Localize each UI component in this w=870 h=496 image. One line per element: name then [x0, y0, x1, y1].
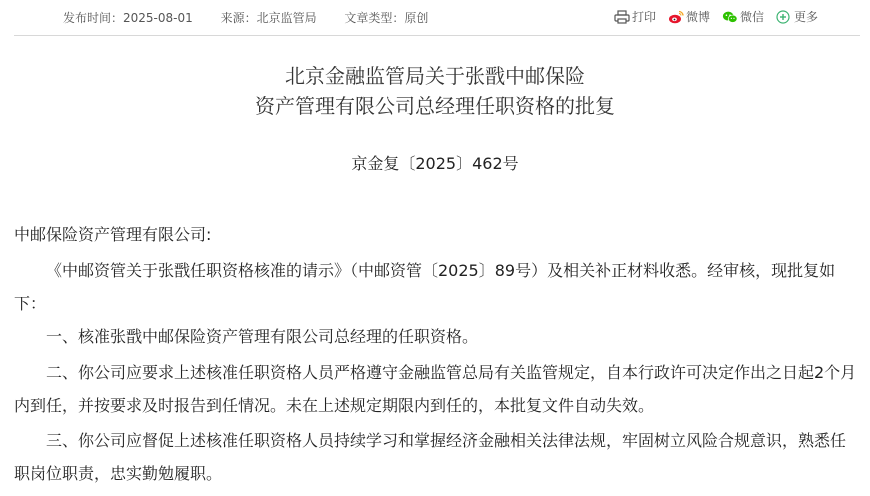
- article-meta-bar: [14, 0, 860, 36]
- print-button[interactable]: [614, 8, 656, 25]
- document-title-line-1: 北京金融监管局关于张戬中邮保险: [285, 64, 585, 88]
- printer-icon: [614, 10, 630, 24]
- weibo-share-button[interactable]: [668, 8, 710, 25]
- recipient: 中邮保险资产管理有限公司:: [14, 225, 212, 244]
- source: 来源：北京监管局: [220, 11, 317, 25]
- paragraph-4: 三、你公司应督促上述核准任职资格人员持续学习和掌握经济金融相关法律法规，牢固树立风险合规意识，熟悉任职岗位职责，忠实勤勉履职。: [14, 431, 847, 483]
- paragraph-3: 二、你公司应要求上述核准任职资格人员严格遵守金融监管总局有关监管规定，自本行政许可决定作出之日起2个月内到任，并按要求及时报告到任情况。未在上述规定期限内到任的，本批复文件自动失效。: [14, 363, 857, 415]
- paragraph-2: 一、核准张戬中邮保险资产管理有限公司总经理的任职资格。: [46, 327, 479, 346]
- article-meta-info: [63, 9, 452, 26]
- more-label: 更多: [793, 10, 818, 24]
- wechat-label: 微信: [739, 10, 764, 24]
- weibo-icon: [668, 10, 684, 24]
- document-title-line-2: 资产管理有限公司总经理任职资格的批复: [255, 94, 615, 118]
- more-share-button[interactable]: [776, 8, 818, 25]
- doc-type: 文章类型：原创: [344, 11, 429, 25]
- paragraph-1: 《中邮资管关于张戬任职资格核准的请示》（中邮资管〔2025〕89号）及相关补正材料收悉。经审核，现批复如下：: [14, 261, 836, 313]
- print-label: 打印: [631, 10, 656, 24]
- plus-circle-icon: [776, 10, 792, 24]
- share-toolbar: [602, 8, 818, 25]
- wechat-icon: [722, 10, 738, 24]
- publish-time: 发布时间：2025-08-01: [63, 11, 193, 25]
- wechat-share-button[interactable]: [722, 8, 764, 25]
- weibo-label: 微博: [685, 10, 710, 24]
- document-number: 京金复〔2025〕462号: [351, 154, 519, 173]
